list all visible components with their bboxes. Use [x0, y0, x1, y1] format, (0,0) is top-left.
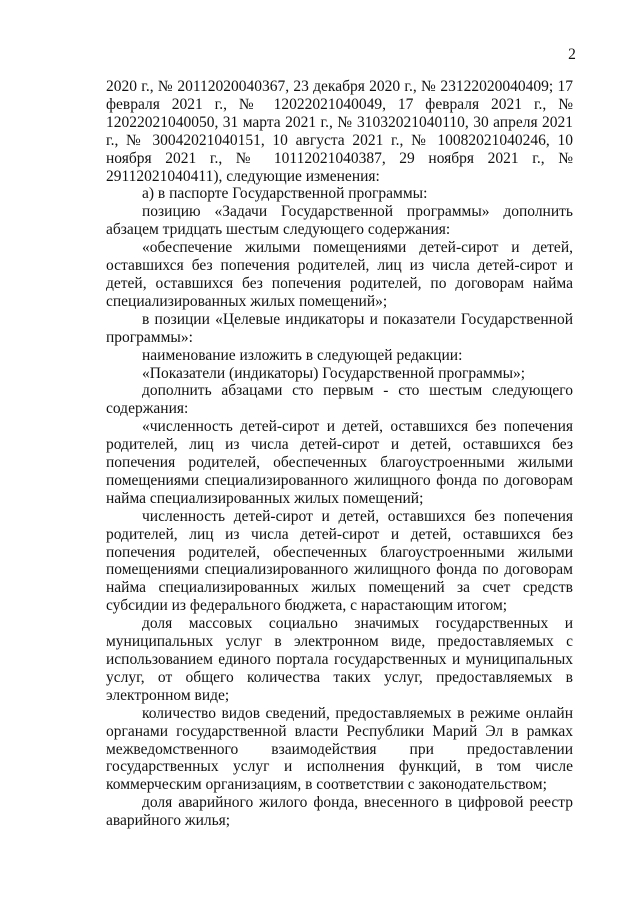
- paragraph-public-services-share: доля массовых социально значимых государственных и муниципальных услуг в электронном виде, предоставляемых с использованием единого портала государственных и муниципальных услуг, от общего количества таких услуг, предоставляемых в электронном виде;: [106, 615, 573, 704]
- paragraph-orphans-subsidy: численность детей-сирот и детей, оставшихся без попечения родителей, лиц из числа детей-сирот и детей, оставшихся без попечения родителей, обеспеченных благоустроенными жилыми помещениями специализированного жилищного фонда по договорам найма специализированных жилых помещений за счет средств субсидии из федерального бюджета, с нарастающим итогом;: [106, 507, 573, 615]
- page-number: 2: [568, 46, 576, 63]
- document-body: [106, 78, 573, 830]
- paragraph-item-a: а) в паспорте Государственной программы:: [142, 185, 428, 203]
- paragraph-name-change: наименование изложить в следующей редакции:: [142, 346, 463, 364]
- paragraph-continuation: 2020 г., № 20112020040367, 23 декабря 2020 г., № 23122020040409; 17 февраля 2021 г., № 12022021040049, 17 февраля 2021 г., № 12022021040050, 31 марта 2021 г., № 31032021040110, 30 апреля 2021 г., № 30042021040151, 10 августа 2021 г., № 10082021040246, 10 ноября 2021 г., № 10112021040387, 29 ноября 2021 г., № 29112021040411), следующие изменения:: [106, 78, 573, 185]
- paragraph-indicators-position: в позиции «Целевые индикаторы и показатели Государственной программы»:: [106, 310, 573, 346]
- paragraph-quote-indicators: «Показатели (индикаторы) Государственной программы»;: [142, 364, 526, 382]
- paragraph-orphans-count: «численность детей-сирот и детей, оставшихся без попечения родителей, лиц из числа детей-сирот и детей, оставшихся без попечения родителей, обеспеченных благоустроенными жилыми помещениями специализированного жилищного фонда по договорам найма специализированных жилых помещений;: [106, 418, 573, 507]
- paragraph-add-items: дополнить абзацами сто первым - сто шестым следующего содержания:: [106, 382, 573, 418]
- paragraph-quote-housing: «обеспечение жилыми помещениями детей-сирот и детей, оставшихся без попечения родителей, лиц из числа детей-сирот и детей, оставшихся без попечения родителей, по договорам найма специализированных жилых помещений»;: [106, 239, 573, 310]
- paragraph-online-data-types: количество видов сведений, предоставляемых в режиме онлайн органами государственной власти Республики Марий Эл в рамках межведомственного взаимодействия при предоставлении государственных услуг и исполнения функций, в том числе коммерческим организациям, в соответствии с законодательством;: [106, 704, 573, 794]
- paragraph-emergency-housing-share: доля аварийного жилого фонда, внесенного в цифровой реестр аварийного жилья;: [106, 794, 573, 830]
- paragraph-tasks-position: позицию «Задачи Государственной программы» дополнить абзацем тридцать шестым следующего содержания:: [106, 203, 573, 239]
